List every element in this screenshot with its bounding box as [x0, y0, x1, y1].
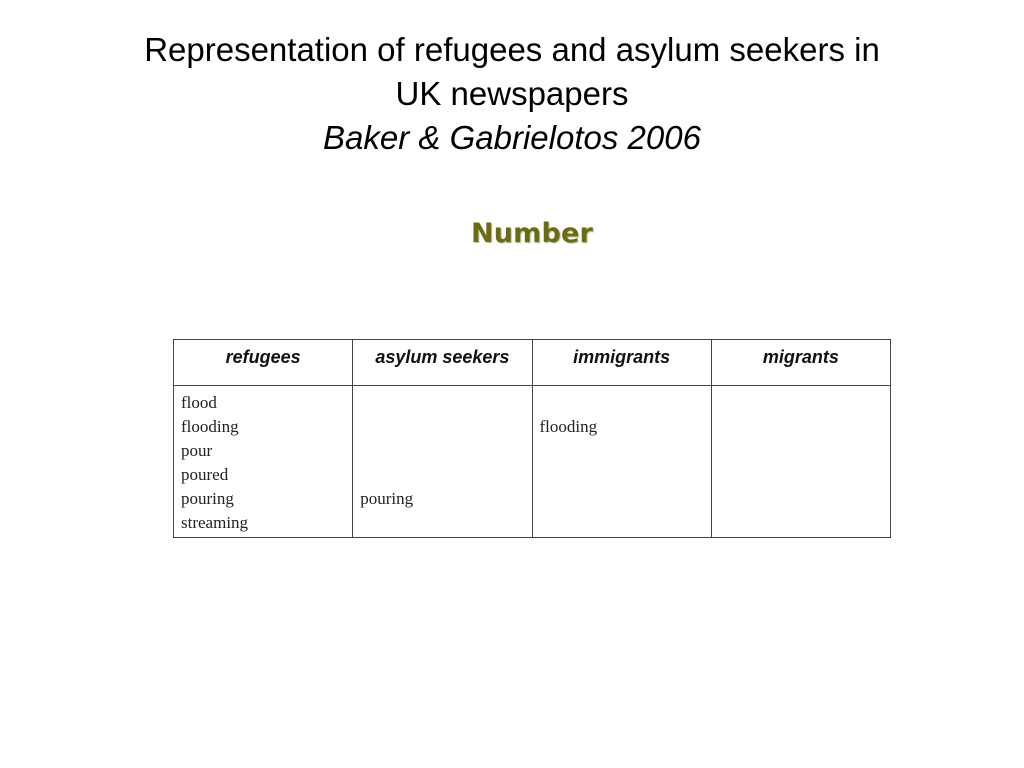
list-item: poured: [181, 465, 229, 484]
title-line-2: UK newspapers: [395, 75, 629, 112]
title-citation: Baker & Gabrielotos 2006: [323, 119, 701, 156]
list-item: pour: [181, 441, 213, 460]
list-item: pouring: [181, 489, 234, 508]
list-spacer: [360, 391, 531, 415]
cell-immigrants: [532, 386, 711, 538]
list-item: flooding: [181, 417, 239, 436]
word-list: [540, 391, 711, 439]
table-row: [174, 386, 891, 538]
column-header-immigrants: immigrants: [532, 340, 711, 386]
list-item: pouring: [360, 489, 414, 508]
list-item: flood: [181, 393, 217, 412]
list-spacer: [540, 391, 711, 415]
title-line-1: Representation of refugees and asylum seekers in: [144, 31, 880, 68]
column-header-refugees: refugees: [174, 340, 353, 386]
list-spacer: [360, 439, 531, 463]
list-item: flooding: [539, 417, 598, 436]
list-item: streaming: [181, 513, 249, 532]
list-spacer: [360, 415, 531, 439]
word-list: [360, 391, 531, 511]
cell-asylum-seekers: [353, 386, 532, 538]
cell-refugees: [174, 386, 353, 538]
table-header-row: [174, 340, 891, 386]
word-list: [181, 391, 352, 535]
column-header-migrants: migrants: [711, 340, 890, 386]
collocates-table: [173, 339, 891, 538]
section-heading: Number: [470, 218, 594, 249]
cell-migrants: [711, 386, 890, 538]
slide-title: [0, 28, 1024, 160]
list-spacer: [360, 463, 531, 487]
column-header-asylum-seekers: asylum seekers: [353, 340, 532, 386]
